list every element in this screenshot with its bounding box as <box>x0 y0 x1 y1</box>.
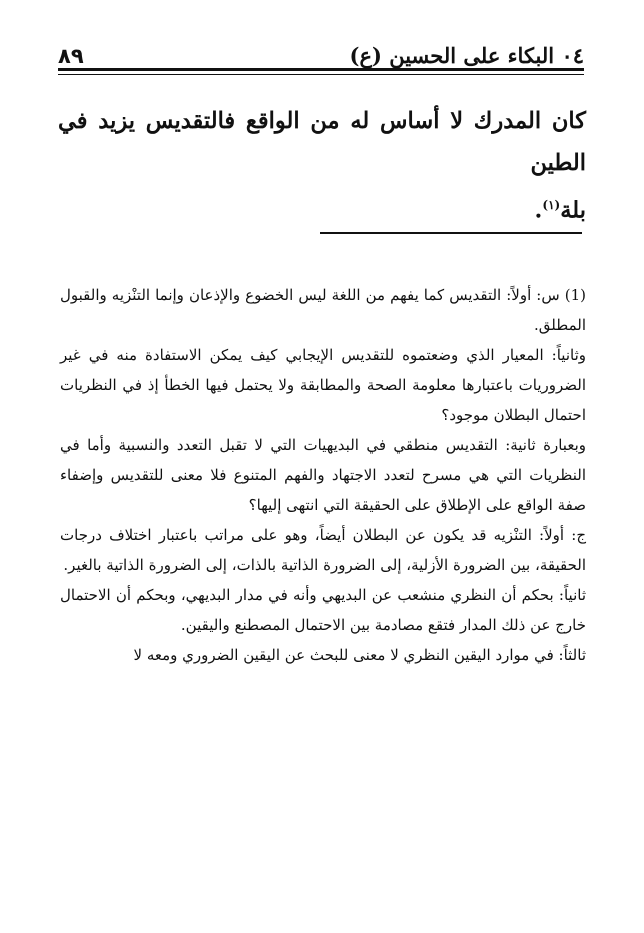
footnote-paragraph: ج: أولاً: التنْزيه قد يكون عن البطلان أيضاً، وهو على مراتب باعتبار اختلاف درجات الحقيقة، بين الضرورة الأزلية، إلى الضرورة الذاتية بالذات، إلى الضرورة الذاتية بالغير. <box>60 526 586 574</box>
footnote-separator <box>320 232 582 234</box>
footnote-paragraph: ثالثاً: في موارد اليقين النظري لا معنى للبحث عن اليقين الضروري ومعه لا <box>133 646 586 664</box>
header-rule-thick <box>58 68 584 71</box>
footnote-text: س: أولاً: التقديس كما يفهم من اللغة ليس الخضوع والإذعان وإنما التنْزيه والقبول المطلق. <box>60 286 586 334</box>
main-line-2-end: . <box>534 197 543 224</box>
main-text <box>58 100 586 232</box>
footnote-paragraph: ثانياً: بحكم أن النظري منشعب عن البديهي وأنه في مدار البديهي، وبحكم أن الاحتمال خارج عن ذلك المدار فتقع مصادمة بين الاحتمال المصطنع واليقين. <box>60 586 586 634</box>
footnote-reference[interactable]: (١) <box>542 198 561 212</box>
footnote-number: (1) <box>564 286 586 304</box>
footnote-paragraph <box>60 280 586 340</box>
footnote-paragraph: وثانياً: المعيار الذي وضعتموه للتقديس الإيجابي كيف يمكن الاستفادة منه في غير الضروريات باعتبارها معلومة الصحة والمطابقة ولا يحتمل فيها الخطأ إذ في النظريات احتمال البطلان موجود؟ <box>60 346 586 424</box>
page-number: ٨٩ <box>58 44 84 68</box>
header-rule-thin <box>58 74 584 75</box>
page-header <box>58 28 584 68</box>
main-line-2 <box>58 184 586 232</box>
main-line-1: كان المدرك لا أساس له من الواقع فالتقديس يزيد في الطين <box>58 108 586 176</box>
footnote-paragraph: وبعبارة ثانية: التقديس منطقي في البديهيات التي لا تقبل التعدد والنسبية وأما في النظريات التي هي مسرح لتعدد الاجتهاد والفهم المتنوع فلا معنى للتقديس وإضفاء صفة الواقع على الإطلاق على الحقيقة التي انتهى إليها؟ <box>60 436 586 514</box>
running-title: ٠٤ البكاء على الحسين (ع) <box>349 43 584 68</box>
footnotes <box>60 280 586 670</box>
main-line-2-text: بلة <box>560 197 586 224</box>
